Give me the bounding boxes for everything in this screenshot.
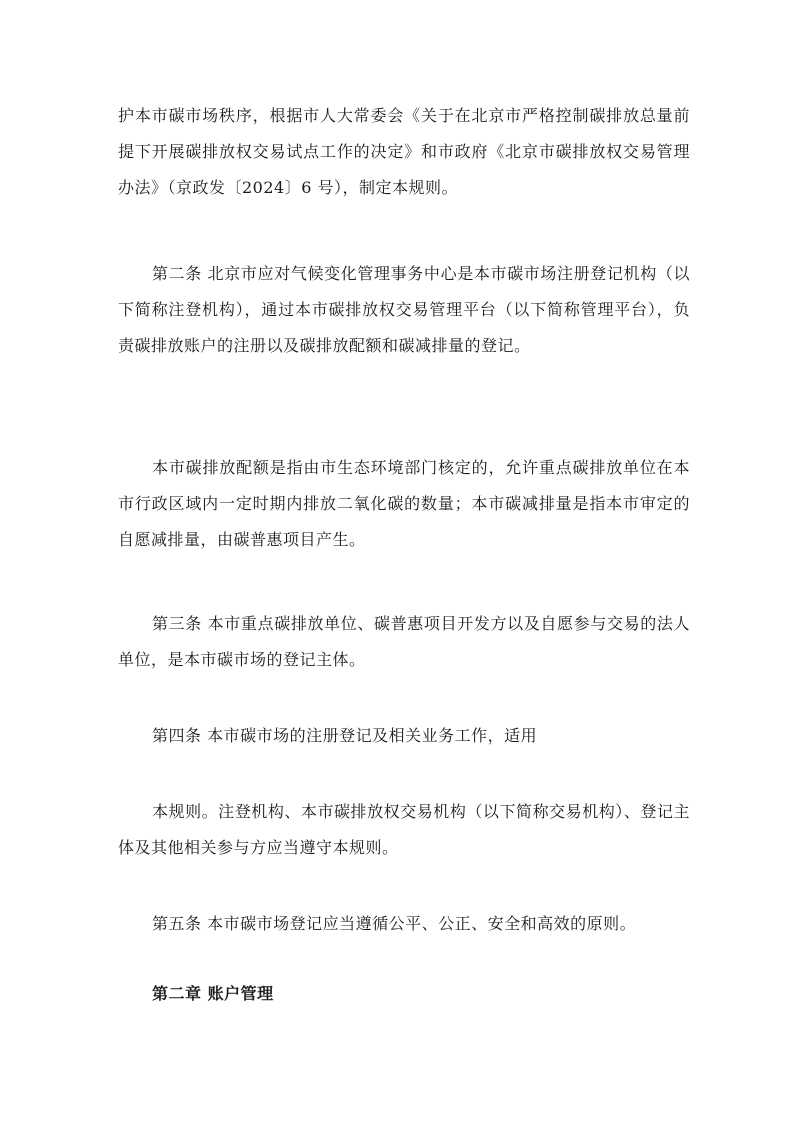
- paragraph-article-2: 第二条 北京市应对气候变化管理事务中心是本市碳市场注册登记机构（以下简称注登机构），通过本市碳排放权交易管理平台（以下简称管理平台），负责碳排放账户的注册以及碳排放配额和碳减排量的登记。: [118, 264, 690, 355]
- paragraph-article-2-definition: 本市碳排放配额是指由市生态环境部门核定的，允许重点碳排放单位在本市行政区域内一定时期内排放二氧化碳的数量；本市碳减排量是指本市审定的自愿减排量，由碳普惠项目产生。: [118, 458, 690, 549]
- chapter-heading: 第二章 账户管理: [152, 984, 274, 1003]
- paragraph-article-4-continued: 本规则。注登机构、本市碳排放权交易机构（以下简称交易机构）、登记主体及其他相关参与方应当遵守本规则。: [118, 802, 690, 857]
- paragraph-article-4: 第四条 本市碳市场的注册登记及相关业务工作，适用: [152, 726, 538, 745]
- paragraph-article-5: 第五条 本市碳市场登记应当遵循公平、公正、安全和高效的原则。: [152, 914, 637, 933]
- paragraph-article-3: 第三条 本市重点碳排放单位、碳普惠项目开发方以及自愿参与交易的法人单位，是本市碳市场的登记主体。: [118, 614, 690, 669]
- paragraph-preamble: 护本市碳市场秩序，根据市人大常委会《关于在北京市严格控制碳排放总量前提下开展碳排放权交易试点工作的决定》和市政府《北京市碳排放权交易管理办法》（京政发〔2024〕6 号），制定本规则。: [118, 106, 690, 197]
